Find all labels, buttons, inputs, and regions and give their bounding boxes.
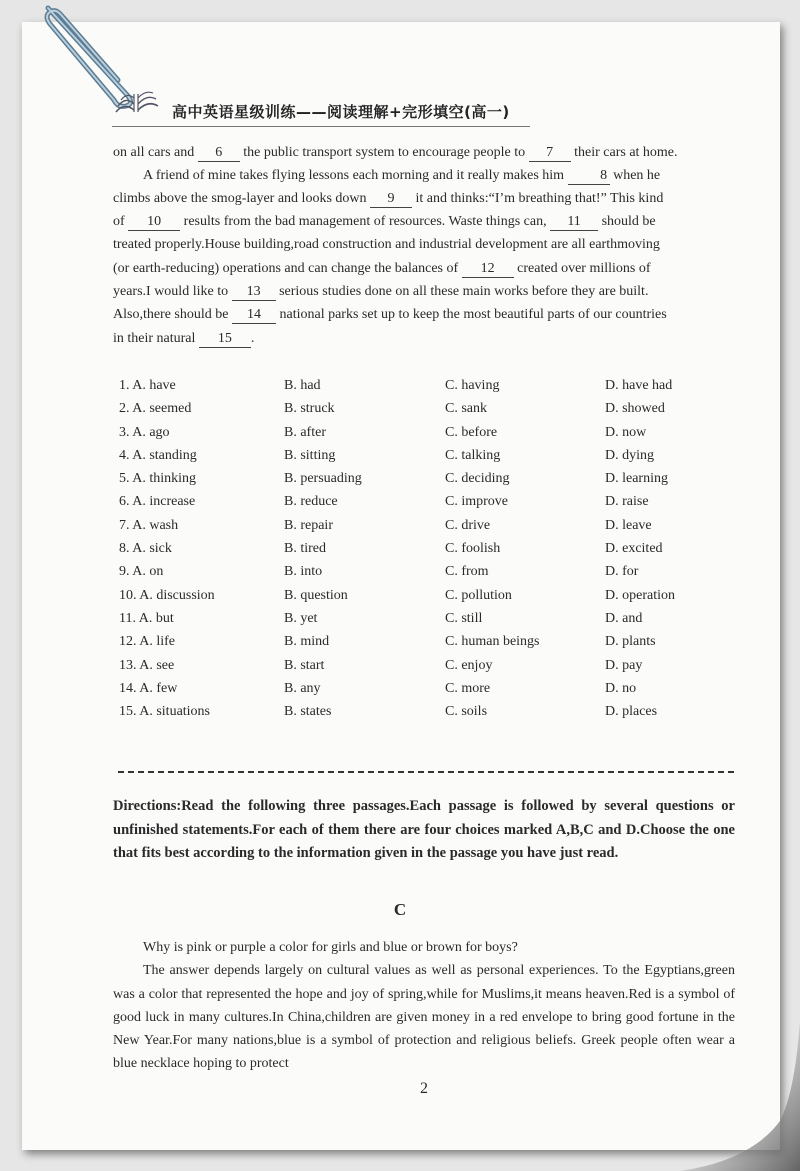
option-a: 1. A. have xyxy=(119,378,176,393)
page-number: 2 xyxy=(420,1080,428,1097)
option-row xyxy=(113,630,753,653)
blank-13: 13 xyxy=(232,284,276,301)
option-d: D. places xyxy=(605,704,658,720)
blank-6: 6 xyxy=(198,145,240,162)
blank-7: 7 xyxy=(529,145,571,162)
cloze-line-3: climbs above the smog-layer and looks down 9 it and thinks:“I’m breathing that!” This kind xyxy=(113,191,664,206)
option-d: D. leave xyxy=(605,517,652,533)
option-a: 11. A. but xyxy=(119,610,174,626)
option-c: C. deciding xyxy=(445,471,510,487)
answer-options xyxy=(113,374,753,723)
option-a: 12. A. life xyxy=(119,634,175,650)
option-d: D. dying xyxy=(605,447,654,463)
option-row xyxy=(113,490,753,513)
passage-title: C xyxy=(393,900,407,919)
cloze-line-6: (or earth-reducing) operations and can change the balances of 12 created over millions of xyxy=(113,261,651,276)
option-c: C. enjoy xyxy=(445,657,493,673)
option-b: B. states xyxy=(284,704,332,720)
option-b: B. mind xyxy=(284,634,330,650)
option-c: C. pollution xyxy=(445,587,512,603)
option-row xyxy=(113,560,753,583)
cloze-line-5: treated properly.House building,road construction and industrial development are all earthmoving xyxy=(113,237,660,252)
option-c: C. drive xyxy=(445,517,491,533)
cloze-line-7: years.I would like to 13 serious studies done on all these main works before they are built. xyxy=(113,284,649,299)
blank-8: 8 xyxy=(568,168,610,185)
option-row xyxy=(113,700,753,723)
option-b: B. yet xyxy=(284,610,318,626)
option-row xyxy=(113,584,753,607)
option-c: C. more xyxy=(445,680,491,696)
page-header-title: 高中英语星级训练——阅读理解+完形填空(高一) xyxy=(172,103,510,121)
option-d: D. learning xyxy=(605,471,668,487)
option-row xyxy=(113,514,753,537)
option-row xyxy=(113,677,753,700)
option-b: B. question xyxy=(284,587,348,603)
option-c: C. foolish xyxy=(445,541,501,557)
option-d: D. have had xyxy=(605,378,673,393)
blank-15: 15 xyxy=(199,331,251,348)
option-b: B. any xyxy=(284,680,321,696)
option-a: 15. A. situations xyxy=(119,704,211,720)
header-rule xyxy=(112,126,530,127)
option-d: D. excited xyxy=(605,541,663,557)
blank-14: 14 xyxy=(232,307,276,324)
option-row xyxy=(113,467,753,490)
option-a: 3. A. ago xyxy=(119,424,170,440)
passage-body xyxy=(113,936,735,1076)
option-a: 2. A. seemed xyxy=(119,401,192,417)
cloze-line-1: on all cars and 6 the public transport system to encourage people to 7 their cars at home. xyxy=(113,145,678,160)
option-b: B. had xyxy=(284,378,321,393)
option-row xyxy=(113,654,753,677)
option-c: C. improve xyxy=(445,494,508,510)
option-b: B. into xyxy=(284,564,323,580)
option-row xyxy=(113,537,753,560)
option-b: B. sitting xyxy=(284,447,336,463)
option-c: C. talking xyxy=(445,447,501,463)
option-d: D. now xyxy=(605,424,647,440)
option-row xyxy=(113,397,753,420)
option-b: B. struck xyxy=(284,401,335,417)
option-d: D. pay xyxy=(605,657,643,673)
cloze-line-8: Also,there should be 14 national parks set up to keep the most beautiful parts of our countries xyxy=(113,307,667,322)
cloze-line-9: in their natural 15 . xyxy=(113,331,255,346)
option-b: B. after xyxy=(284,424,326,440)
blank-11: 11 xyxy=(550,214,598,231)
option-c: C. sank xyxy=(445,401,487,417)
cloze-line-4: of 10 results from the bad management of resources. Waste things can, 11 should be xyxy=(113,214,656,229)
option-a: 5. A. thinking xyxy=(119,471,197,487)
section-divider xyxy=(118,771,734,773)
option-d: D. showed xyxy=(605,401,665,417)
option-c: C. human beings xyxy=(445,634,540,650)
option-c: C. soils xyxy=(445,704,488,720)
passage-paragraph: The answer depends largely on cultural values as well as personal experiences. To the Egyptians,green was a color that represented the hope and joy of spring,while for Muslims,it means heaven.Red is a symbol of good luck in many cultures.In China,children are given money in a red envelope to bring good fortune in the New Year.For many nations,blue is a symbol of protection and religious beliefs. Greek people often wear a blue necklace hoping to protect xyxy=(113,963,735,1072)
blank-12: 12 xyxy=(462,261,514,278)
option-c: C. from xyxy=(445,564,489,580)
option-a: 10. A. discussion xyxy=(119,587,215,603)
option-row xyxy=(113,444,753,467)
option-c: C. having xyxy=(445,378,500,393)
book-logo-icon xyxy=(112,88,160,116)
option-b: B. start xyxy=(284,657,325,673)
option-a: 8. A. sick xyxy=(119,541,172,557)
option-d: D. operation xyxy=(605,587,675,603)
option-b: B. reduce xyxy=(284,494,338,510)
option-a: 9. A. on xyxy=(119,564,164,580)
blank-10: 10 xyxy=(128,214,180,231)
option-d: D. no xyxy=(605,680,637,696)
passage-paragraph: Why is pink or purple a color for girls and blue or brown for boys? xyxy=(143,940,518,955)
option-row xyxy=(113,421,753,444)
option-b: B. persuading xyxy=(284,471,362,487)
option-b: B. tired xyxy=(284,541,326,557)
option-a: 7. A. wash xyxy=(119,517,179,533)
directions-text: Directions:Read the following three passages.Each passage is followed by several questions or unfinished statements.For each of them there are four choices marked A,B,C and D.Choose the one that fits best according to the information given in the passage you have just read. xyxy=(113,798,735,861)
option-row xyxy=(113,607,753,630)
option-d: D. plants xyxy=(605,634,656,650)
option-d: D. and xyxy=(605,610,643,626)
option-a: 13. A. see xyxy=(119,657,175,673)
option-b: B. repair xyxy=(284,517,333,533)
option-d: D. raise xyxy=(605,494,649,510)
option-row xyxy=(113,374,753,397)
page-curl-shadow xyxy=(680,1021,800,1171)
cloze-line-2: A friend of mine takes flying lessons each morning and it really makes him 8 when he xyxy=(143,168,661,183)
blank-9: 9 xyxy=(370,191,412,208)
option-a: 6. A. increase xyxy=(119,494,196,510)
option-a: 4. A. standing xyxy=(119,447,197,463)
option-a: 14. A. few xyxy=(119,680,178,696)
option-d: D. for xyxy=(605,564,639,580)
option-c: C. still xyxy=(445,610,483,626)
option-c: C. before xyxy=(445,424,498,440)
